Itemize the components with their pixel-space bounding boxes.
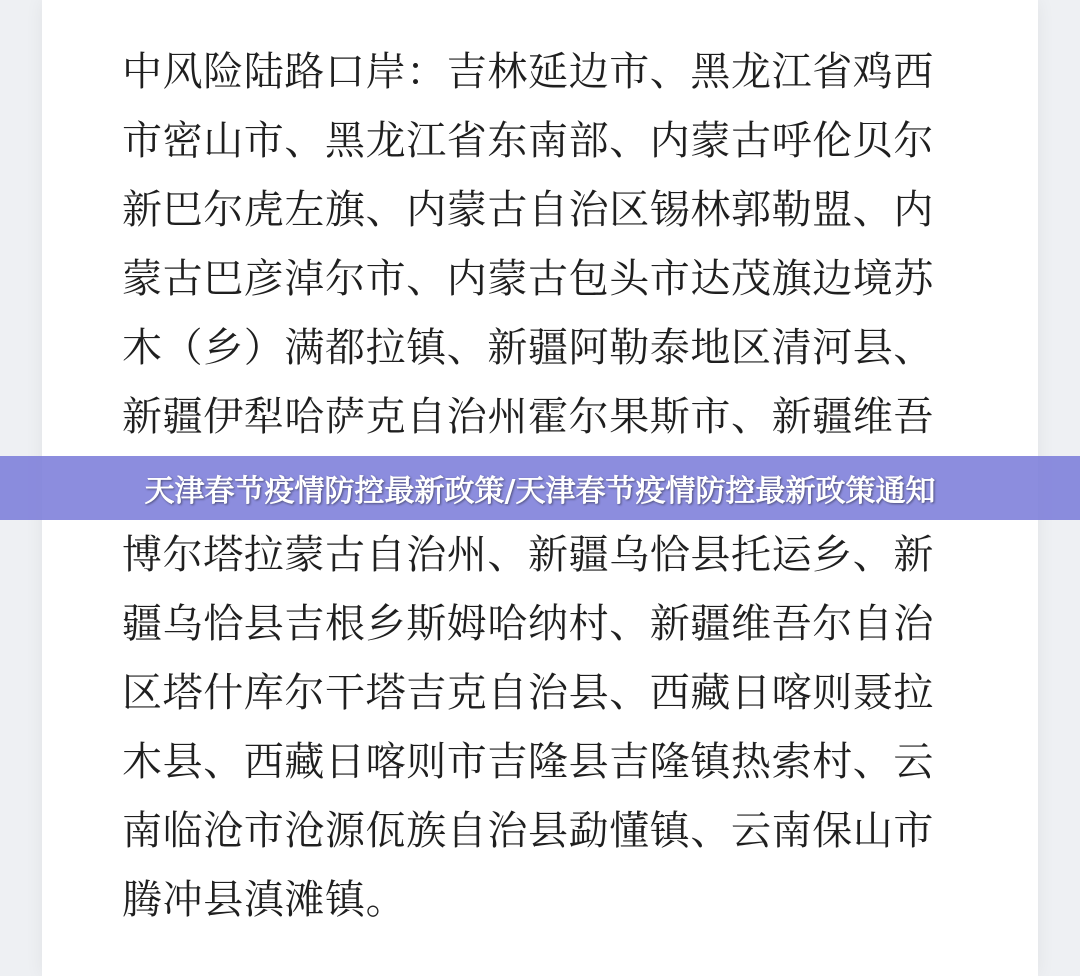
- text-line: 蒙古巴彦淖尔市、内蒙古包头市达茂旗边境苏: [122, 256, 934, 302]
- text-line: 疆乌恰县吉根乡斯姆哈纳村、新疆维吾尔自治: [122, 601, 934, 647]
- text-line: 南临沧市沧源佤族自治县勐懂镇、云南保山市: [122, 808, 934, 854]
- text-line: 市密山市、黑龙江省东南部、内蒙古呼伦贝尔: [122, 118, 934, 164]
- text-line: 区塔什库尔干塔吉克自治县、西藏日喀则聂拉: [122, 670, 934, 716]
- text-line: 中风险陆路口岸：吉林延边市、黑龙江省鸡西: [122, 49, 934, 95]
- text-line: 木县、西藏日喀则市吉隆县吉隆镇热索村、云: [122, 739, 934, 785]
- text-line: 腾冲县滇滩镇。: [122, 877, 407, 923]
- text-line: 木（乡）满都拉镇、新疆阿勒泰地区清河县、: [122, 325, 934, 371]
- text-line: 新巴尔虎左旗、内蒙古自治区锡林郭勒盟、内: [122, 187, 934, 233]
- banner-title: 天津春节疫情防控最新政策/天津春节疫情防控最新政策通知: [144, 474, 936, 509]
- text-line: 新疆伊犁哈萨克自治州霍尔果斯市、新疆维吾: [122, 394, 934, 440]
- text-line: 博尔塔拉蒙古自治州、新疆乌恰县托运乡、新: [122, 532, 934, 578]
- title-banner: [0, 456, 1080, 520]
